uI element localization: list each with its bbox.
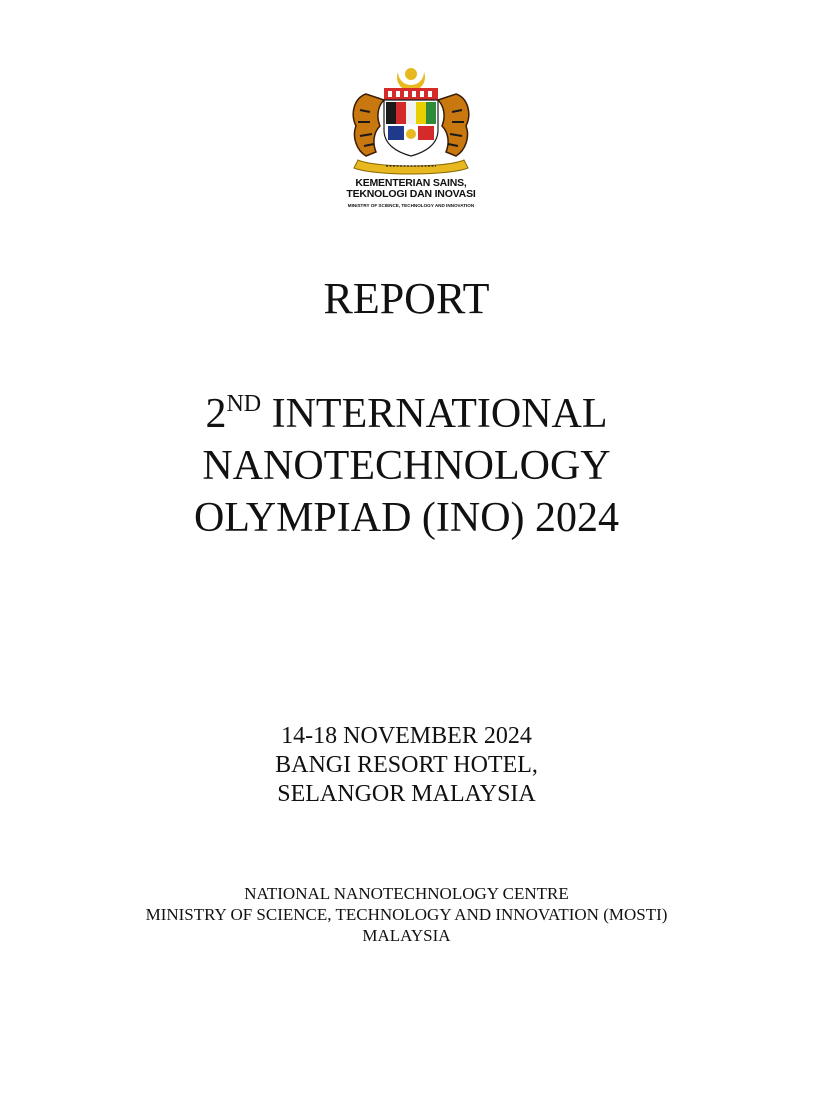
shield-black-band [386,102,396,124]
shield-center-emblem [406,129,416,139]
shield-red-panel [418,126,434,140]
ministry-name-line1: KEMENTERIAN SAINS, [355,177,467,189]
title-line-3: OLYMPIAD (INO) 2024 [193,495,620,541]
malaysia-coat-of-arms-icon [336,64,486,176]
title-line-1-rest: INTERNATIONAL [261,391,608,437]
ministry-name-malay [316,178,506,200]
event-venue-line2: SELANGOR MALAYSIA [277,781,536,807]
shield-white-band [406,102,416,124]
right-tiger-shape [438,94,469,156]
shield-yellow-band [416,102,426,124]
event-dates: 14-18 NOVEMBER 2024 [281,723,532,749]
shield-top-white [388,91,392,97]
title-line-2: NANOTECHNOLOGY [202,443,611,489]
shield-red-band [396,102,406,124]
event-details [0,722,813,809]
title-ordinal-number: 2 [205,391,227,437]
event-venue-line1: BANGI RESORT HOTEL, [275,752,538,778]
organizer-line2: MINISTRY OF SCIENCE, TECHNOLOGY AND INNOVATION (MOSTI) [145,905,668,924]
organizer-details [0,883,813,946]
organizer-line3: MALAYSIA [362,926,451,945]
title-line-1 [0,388,813,440]
motto-scroll [354,160,468,174]
report-label: REPORT [323,274,490,323]
organizer-line1: NATIONAL NANOTECHNOLOGY CENTRE [244,884,569,903]
title-ordinal-suffix: ND [226,391,262,417]
star-shape [405,68,417,80]
left-tiger-shape [353,94,384,156]
ministry-name-english: MINISTRY OF SCIENCE, TECHNOLOGY AND INNOVATION [347,203,475,208]
document-title [0,388,813,544]
shield-green-panel [426,102,436,124]
shield-blue-panel [388,126,404,140]
ministry-name-line2: TEKNOLOGI DAN INOVASI [346,188,476,200]
